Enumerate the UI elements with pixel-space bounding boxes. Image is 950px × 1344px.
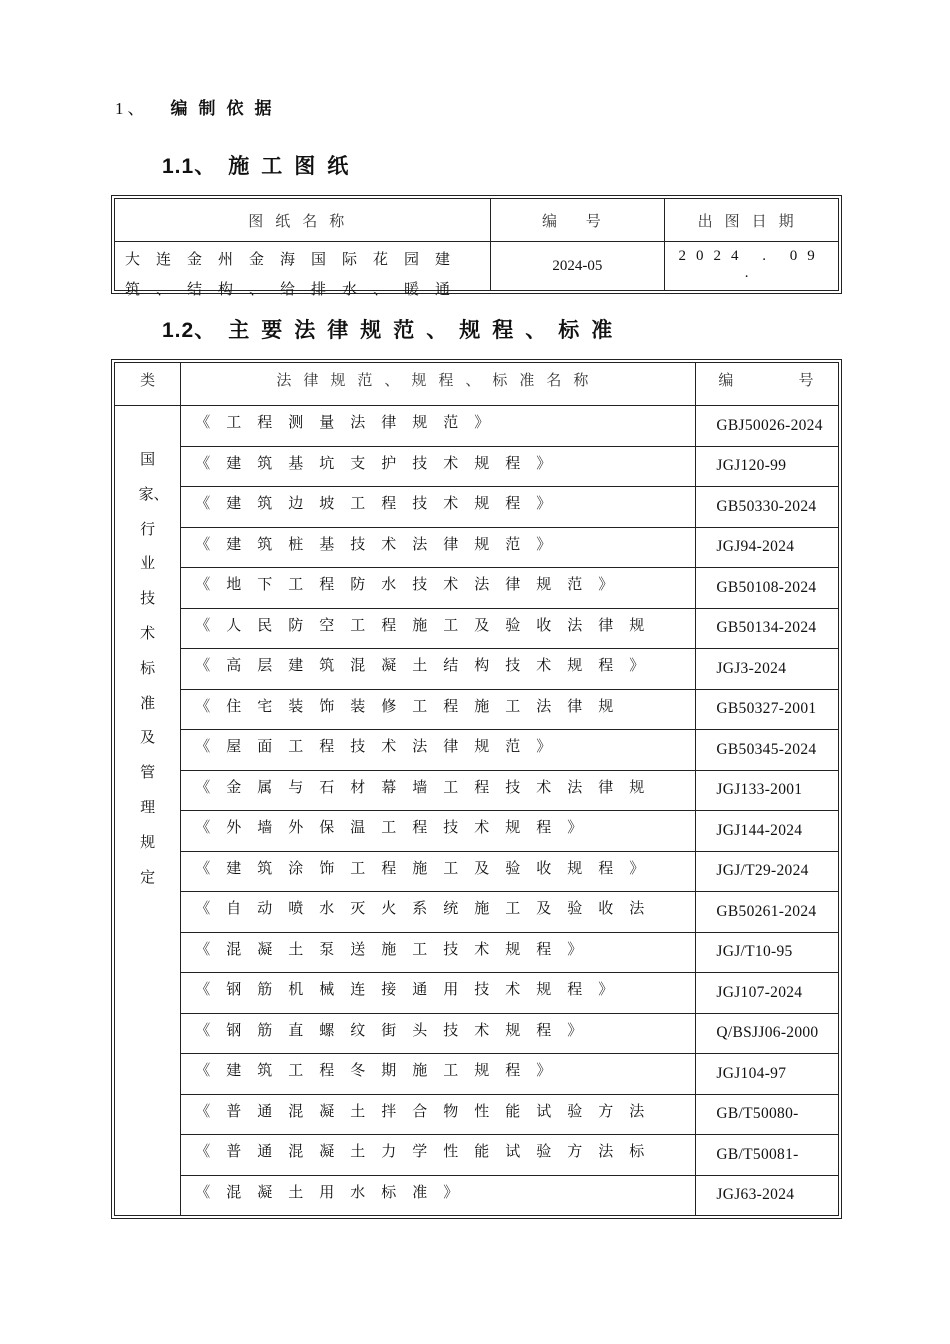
header-drawing-name: 图纸名称 bbox=[115, 199, 491, 242]
norm-name: 《钢筋机械连接通用技术规程》 bbox=[181, 973, 696, 1014]
header-date: 出图日期 bbox=[665, 199, 839, 242]
norm-name: 《普通混凝土力学性能试验方法标 bbox=[181, 1135, 696, 1176]
norm-name: 《普通混凝土拌合物性能试验方法 bbox=[181, 1094, 696, 1135]
category-label: 国家、行业技术标准及管理规定 bbox=[138, 450, 169, 886]
norm-code: JGJ/T29-2024 bbox=[696, 851, 839, 892]
section-number: 1、 bbox=[115, 99, 149, 118]
norm-name: 《地下工程防水技术法律规范》 bbox=[181, 568, 696, 609]
table-row bbox=[115, 770, 839, 811]
norm-code: GB50134-2024 bbox=[696, 608, 839, 649]
table-row bbox=[115, 730, 839, 771]
header-code: 编 号 bbox=[490, 199, 665, 242]
norm-name: 《建筑桩基技术法律规范》 bbox=[181, 527, 696, 568]
drawings-table bbox=[114, 198, 839, 298]
category-cell bbox=[115, 406, 181, 1216]
table-row bbox=[115, 649, 839, 690]
drawing-name-cell bbox=[115, 242, 491, 298]
section-number: 1.1、 bbox=[162, 155, 217, 178]
norm-name: 《金属与石材幕墙工程技术法律规 bbox=[181, 770, 696, 811]
norm-code: JGJ94-2024 bbox=[696, 527, 839, 568]
table-row bbox=[115, 892, 839, 933]
norm-code: JGJ/T10-95 bbox=[696, 932, 839, 973]
norm-code: Q/BSJJ06-2000 bbox=[696, 1013, 839, 1054]
table-row bbox=[115, 446, 839, 487]
norm-name: 《混凝土泵送施工技术规程》 bbox=[181, 932, 696, 973]
drawing-name: 大连金州金海国际花园建筑、结构、给排水、暖通 bbox=[125, 250, 467, 298]
norm-code: JGJ107-2024 bbox=[696, 973, 839, 1014]
norm-code: GB50327-2001 bbox=[696, 689, 839, 730]
norm-code: JGJ63-2024 bbox=[696, 1175, 839, 1216]
norm-code: JGJ133-2001 bbox=[696, 770, 839, 811]
header-norm-code: 编 号 bbox=[696, 363, 839, 406]
section-heading-1-2 bbox=[162, 314, 624, 344]
drawing-date: 2024 . 09 . bbox=[665, 242, 839, 291]
table-row bbox=[115, 689, 839, 730]
norm-name: 《钢筋直螺纹街头技术规程》 bbox=[181, 1013, 696, 1054]
norm-name: 《屋面工程技术法律规范》 bbox=[181, 730, 696, 771]
section-title: 主要法律规范、规程、标准 bbox=[228, 318, 625, 342]
norm-code: GB/T50080- bbox=[696, 1094, 839, 1135]
header-norm-name: 法律规范、规程、标准名称 bbox=[181, 363, 696, 406]
norm-name: 《建筑涂饰工程施工及验收规程》 bbox=[181, 851, 696, 892]
table-row bbox=[115, 527, 839, 568]
section-heading-1 bbox=[115, 94, 283, 119]
table-row bbox=[115, 932, 839, 973]
section-title: 施工图纸 bbox=[228, 154, 361, 178]
norm-name: 《混凝土用水标准》 bbox=[181, 1175, 696, 1216]
norm-code: GB50108-2024 bbox=[696, 568, 839, 609]
table-row bbox=[115, 811, 839, 852]
section-heading-1-1 bbox=[162, 150, 360, 180]
norm-code: GBJ50026-2024 bbox=[696, 406, 839, 447]
table-header-row bbox=[115, 363, 839, 406]
norm-code: GB50261-2024 bbox=[696, 892, 839, 933]
table-row bbox=[115, 487, 839, 528]
drawing-code: 2024-05 bbox=[490, 242, 665, 291]
table-row bbox=[115, 1175, 839, 1216]
table-row bbox=[115, 242, 839, 291]
norm-name: 《建筑边坡工程技术规程》 bbox=[181, 487, 696, 528]
table-row bbox=[115, 608, 839, 649]
norm-name: 《自动喷水灭火系统施工及验收法 bbox=[181, 892, 696, 933]
norm-name: 《人民防空工程施工及验收法律规 bbox=[181, 608, 696, 649]
norm-name: 《工程测量法律规范》 bbox=[181, 406, 696, 447]
table-header-row bbox=[115, 199, 839, 242]
norm-name: 《建筑工程冬期施工规程》 bbox=[181, 1054, 696, 1095]
norm-name: 《高层建筑混凝土结构技术规程》 bbox=[181, 649, 696, 690]
table-row bbox=[115, 973, 839, 1014]
header-category: 类 bbox=[115, 363, 181, 406]
section-title: 编制依据 bbox=[170, 99, 283, 119]
norm-name: 《建筑基坑支护技术规程》 bbox=[181, 446, 696, 487]
norm-name: 《外墙外保温工程技术规程》 bbox=[181, 811, 696, 852]
norm-code: JGJ120-99 bbox=[696, 446, 839, 487]
norm-code: GB/T50081- bbox=[696, 1135, 839, 1176]
norm-name: 《住宅装饰装修工程施工法律规 bbox=[181, 689, 696, 730]
table-row bbox=[115, 406, 839, 447]
norms-table bbox=[114, 362, 839, 1216]
table-row bbox=[115, 1054, 839, 1095]
table-row bbox=[115, 1135, 839, 1176]
norm-code: JGJ104-97 bbox=[696, 1054, 839, 1095]
table-row bbox=[115, 1094, 839, 1135]
norm-code: GB50345-2024 bbox=[696, 730, 839, 771]
table-row bbox=[115, 1013, 839, 1054]
norm-code: JGJ3-2024 bbox=[696, 649, 839, 690]
table-row bbox=[115, 568, 839, 609]
norm-code: GB50330-2024 bbox=[696, 487, 839, 528]
table-row bbox=[115, 851, 839, 892]
section-number: 1.2、 bbox=[162, 319, 217, 342]
norm-code: JGJ144-2024 bbox=[696, 811, 839, 852]
